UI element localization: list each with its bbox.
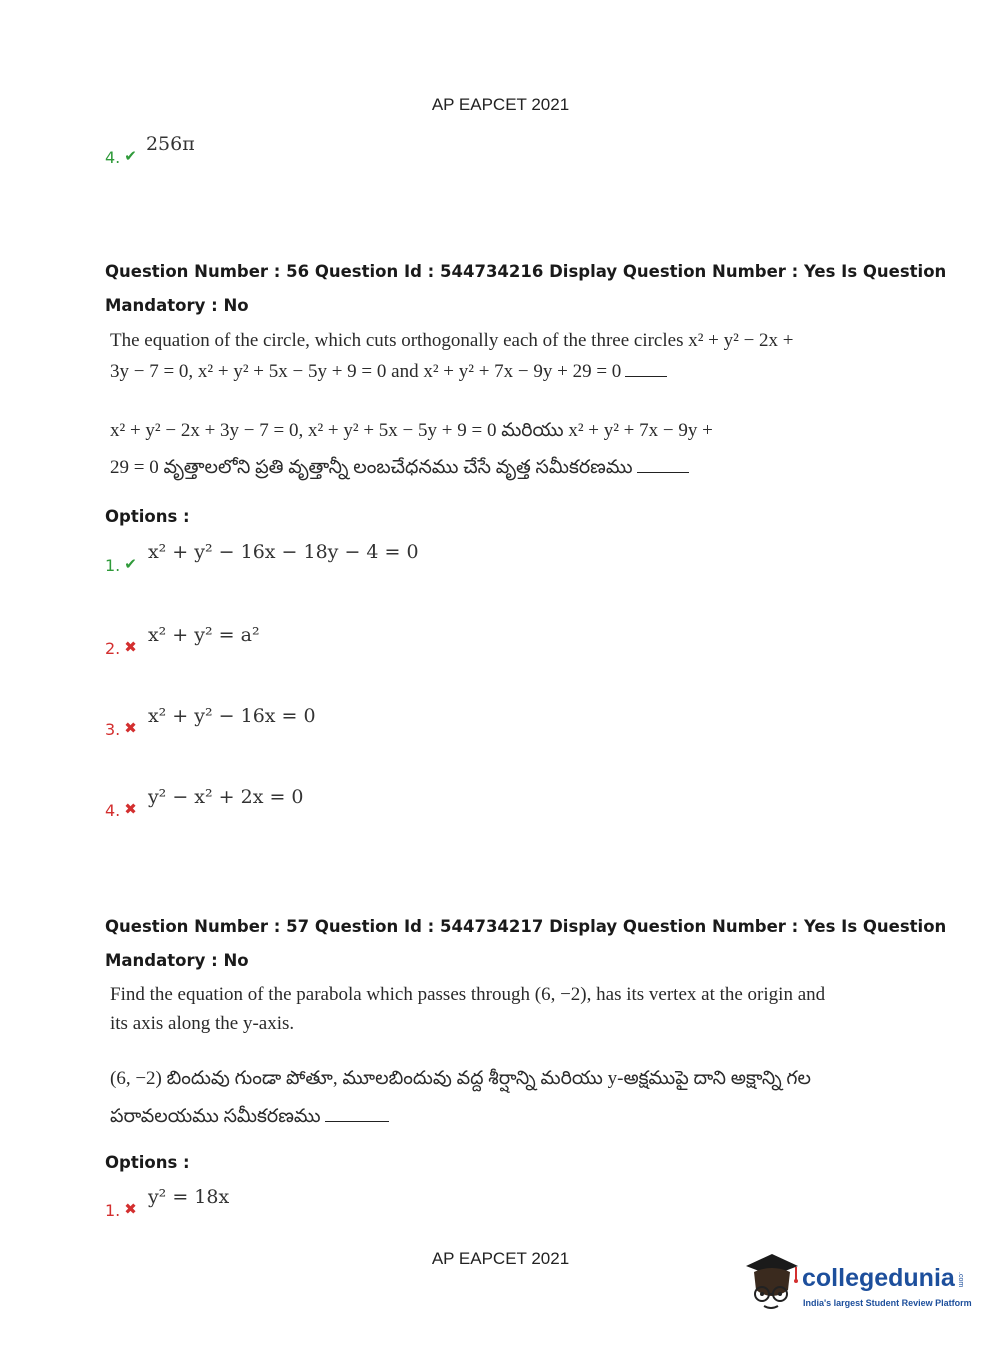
option-number: 1. [105,556,121,575]
option-text: x² + y² − 16x − 18y − 4 = 0 [147,541,419,563]
q56-option-2 [105,624,260,658]
q57-option-1 [105,1186,230,1220]
option-text: x² + y² = a² [147,624,260,646]
answer-blank [325,1120,389,1122]
option-number: 1. [105,1201,121,1220]
q57-english-line2: its axis along the y-axis. [110,1013,295,1034]
q57-telugu-line2-text: పరావలయము సమీకరణము [110,1106,321,1127]
cross-icon: ✖ [124,638,137,656]
answer-blank [637,471,689,473]
q57-telugu-line2 [110,1106,389,1132]
page-header: AP EAPCET 2021 [431,95,570,114]
option-number: 4. [105,801,121,820]
q57-header-line1: Question Number : 57 Question Id : 544734217 Display Question Number : Yes Is Question [105,917,947,936]
check-icon: ✔ [124,555,137,573]
q56-english-line2-text: 3y − 7 = 0, x² + y² + 5x − 5y + 9 = 0 and x² + y² + 7x − 9y + 29 = 0 [110,361,622,382]
q56-option-4 [105,786,304,820]
q56-header-line2: Mandatory : No [105,296,249,315]
mascot-icon [742,1250,802,1314]
q56-telugu-line1: x² + y² − 2x + 3y − 7 = 0, x² + y² + 5x − 5y + 9 = 0 మరియు x² + y² + 7x − 9y + [110,420,713,441]
q56-options-label: Options : [105,507,190,526]
cross-icon: ✖ [124,1200,137,1218]
q56-telugu-line2-text: 29 = 0 వృత్తాలలోని ప్రతి వృత్తాన్నీ లంబచేధనము చేసే వృత్త సమీకరణము [110,457,633,478]
logo-name: collegedunia [802,1264,955,1292]
q56-telugu-line2 [110,457,689,483]
logo-tagline: India's largest Student Review Platform [803,1298,972,1308]
option-text: x² + y² − 16x = 0 [147,705,316,727]
q56-option-1 [105,541,419,575]
q57-english-line1: Find the equation of the parabola which passes through (6, −2), has its vertex at the origin and [110,984,826,1005]
cross-icon: ✖ [124,800,137,818]
answer-blank [625,375,667,377]
q56-english-line2 [110,361,667,383]
collegedunia-logo [742,1250,972,1320]
prev-option-4 [105,133,195,167]
page-footer: AP EAPCET 2021 [431,1249,570,1268]
option-number: 2. [105,639,121,658]
q57-options-label: Options : [105,1153,190,1172]
option-text: y² − x² + 2x = 0 [147,786,304,808]
logo-domain: .com [957,1272,964,1288]
option-text: y² = 18x [147,1186,230,1208]
q56-header-line1: Question Number : 56 Question Id : 544734216 Display Question Number : Yes Is Question [105,262,947,281]
q57-header-line2: Mandatory : No [105,951,249,970]
option-number: 4. [105,148,121,167]
option-text: 256π [145,133,195,155]
option-number: 3. [105,720,121,739]
cross-icon: ✖ [124,719,137,737]
check-icon: ✔ [124,147,137,165]
q56-english-line1: The equation of the circle, which cuts orthogonally each of the three circles x² + y² − 2x + [110,330,794,351]
q56-option-3 [105,705,316,739]
q57-telugu-line1: (6, −2) బిందువు గుండా పోతూ, మూలబిందువు వద్ద శీర్షాన్ని మరియు y-అక్షముపై దాని అక్షాన్ని గల [110,1068,811,1089]
